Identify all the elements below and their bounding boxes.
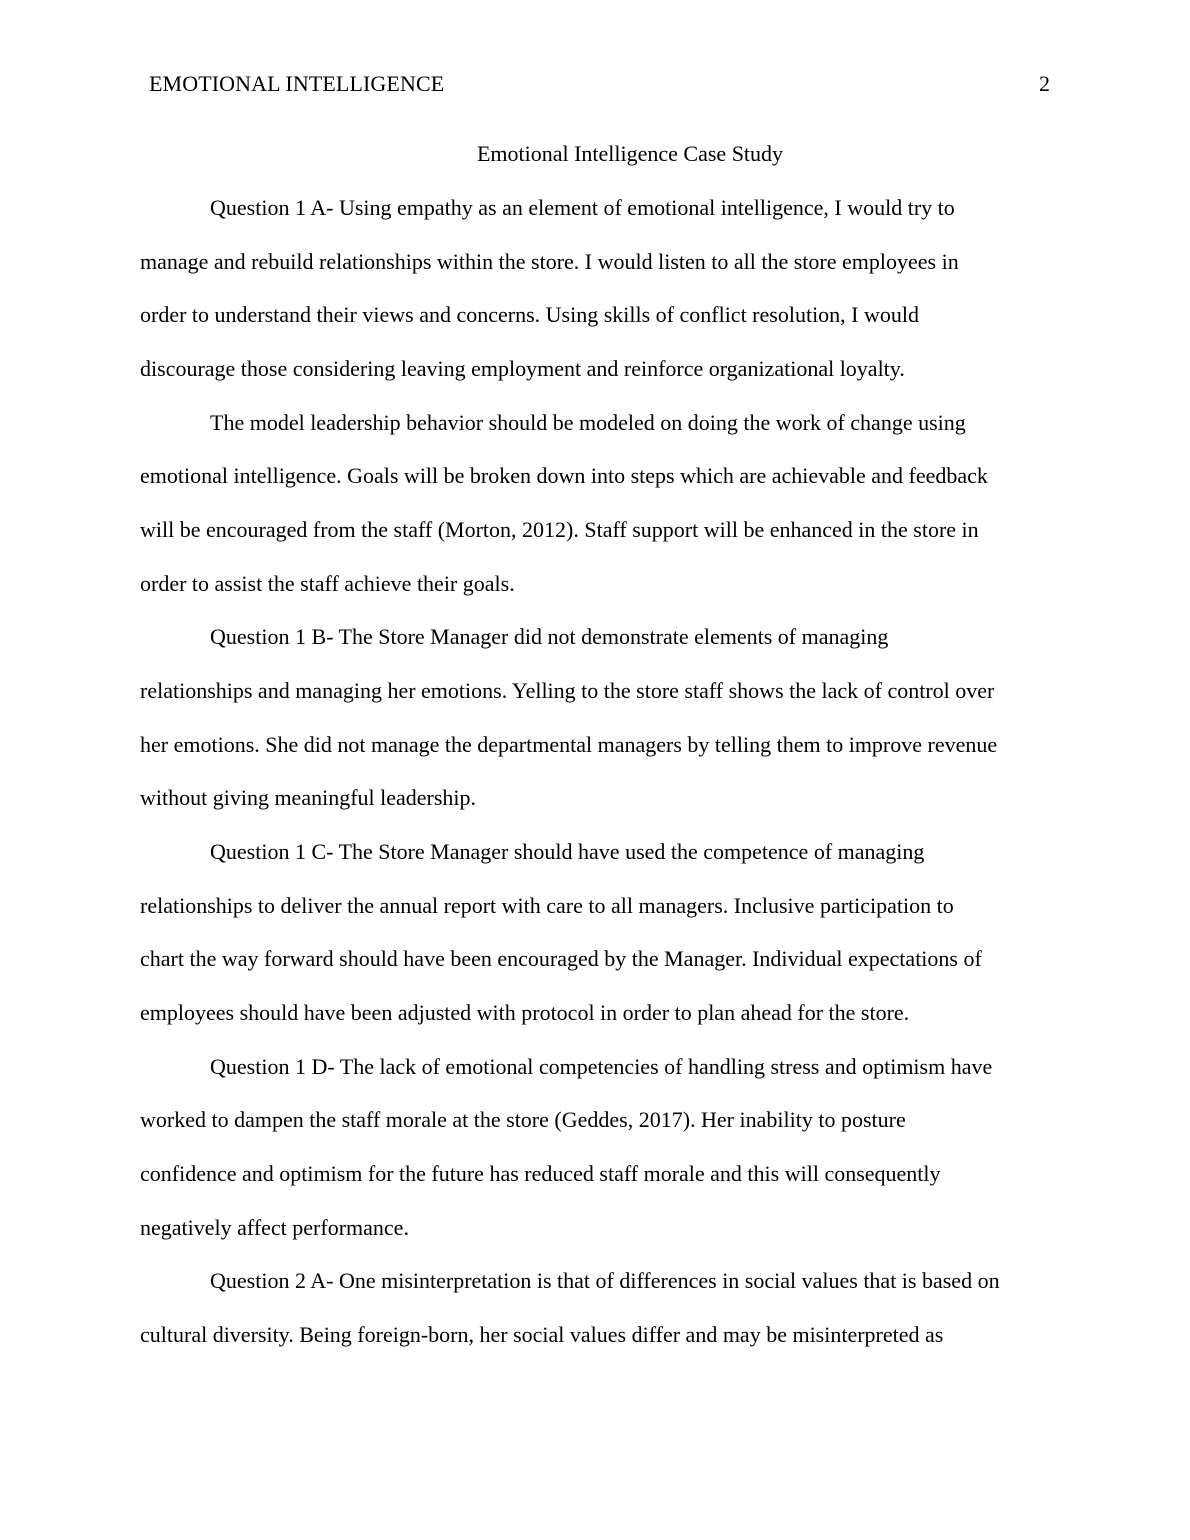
paragraph-5-line-3: confidence and optimism for the future has reduced staff morale and this will consequently	[140, 1161, 941, 1186]
paragraph-6-line-1: Question 2 A- One misinterpretation is that of differences in social values that is based on	[210, 1268, 1000, 1293]
paragraph-2-line-1: The model leadership behavior should be modeled on doing the work of change using	[210, 410, 966, 435]
running-head: EMOTIONAL INTELLIGENCE	[149, 71, 445, 96]
paragraph-2-line-3: will be encouraged from the staff (Morton, 2012). Staff support will be enhanced in the store in	[140, 517, 979, 542]
paragraph-1-line-4: discourage those considering leaving employment and reinforce organizational loyalty.	[140, 356, 905, 381]
paragraph-1-line-3: order to understand their views and concerns. Using skills of conflict resolution, I would	[140, 302, 920, 327]
paragraph-1-line-2: manage and rebuild relationships within the store. I would listen to all the store employees in	[140, 249, 959, 274]
paragraph-1-line-1: Question 1 A- Using empathy as an element of emotional intelligence, I would try to	[210, 195, 955, 220]
document-title: Emotional Intelligence Case Study	[476, 141, 784, 166]
paragraph-5-line-4: negatively affect performance.	[140, 1215, 409, 1240]
paragraph-3-line-1: Question 1 B- The Store Manager did not demonstrate elements of managing	[210, 624, 889, 649]
paragraph-3-line-2: relationships and managing her emotions. Yelling to the store staff shows the lack of control over	[140, 678, 995, 703]
paragraph-4-line-1: Question 1 C- The Store Manager should have used the competence of managing	[210, 839, 925, 864]
paragraph-5-line-1: Question 1 D- The lack of emotional competencies of handling stress and optimism have	[210, 1054, 993, 1079]
paragraph-2-line-2: emotional intelligence. Goals will be broken down into steps which are achievable and feedback	[140, 463, 988, 488]
paragraph-5-line-2: worked to dampen the staff morale at the store (Geddes, 2017). Her inability to posture	[140, 1107, 906, 1132]
paragraph-6-line-2: cultural diversity. Being foreign-born, her social values differ and may be misinterpreted as	[140, 1322, 944, 1347]
paragraph-4-line-4: employees should have been adjusted with protocol in order to plan ahead for the store.	[140, 1000, 910, 1025]
paragraph-4-line-2: relationships to deliver the annual report with care to all managers. Inclusive participation to	[140, 893, 954, 918]
paragraph-3-line-4: without giving meaningful leadership.	[140, 785, 477, 810]
paragraph-3-line-3: her emotions. She did not manage the departmental managers by telling them to improve revenue	[140, 732, 998, 757]
paragraph-2-line-4: order to assist the staff achieve their goals.	[140, 571, 515, 596]
paragraph-4-line-3: chart the way forward should have been encouraged by the Manager. Individual expectations of	[140, 946, 982, 971]
page-number: 2	[1039, 71, 1050, 96]
